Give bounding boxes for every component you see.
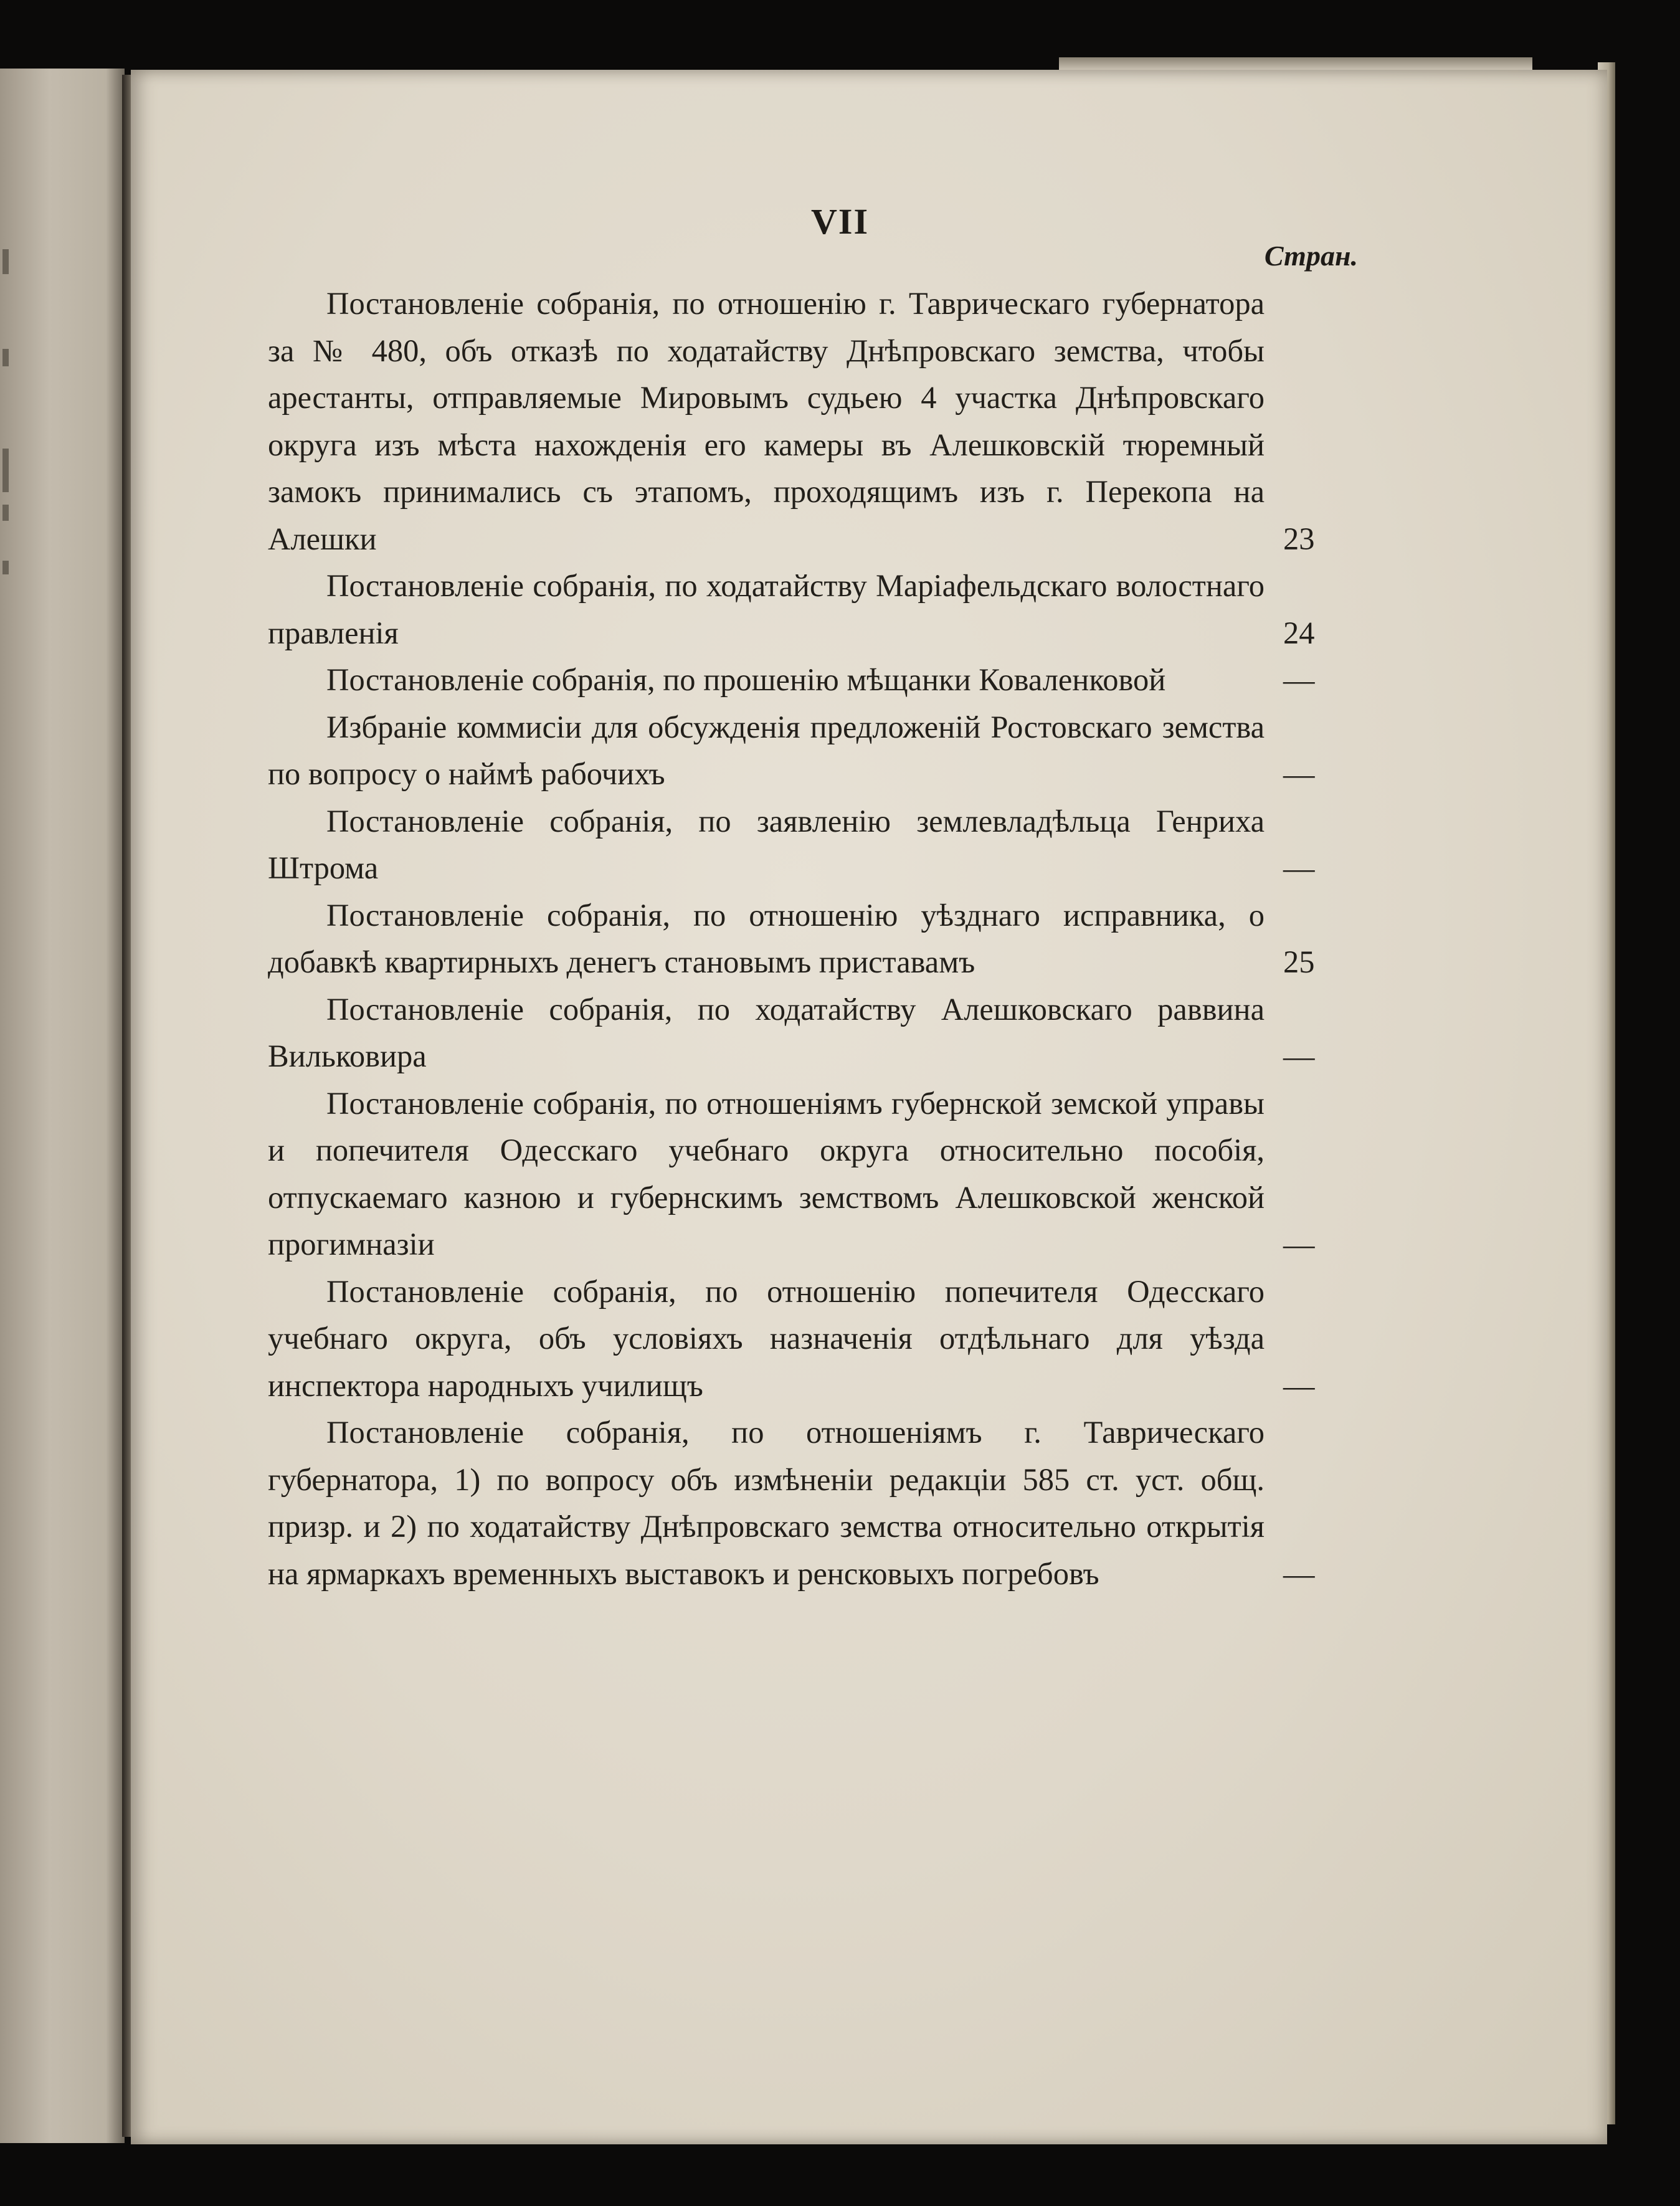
toc-entry-page: 25 bbox=[1283, 944, 1315, 979]
toc-entry-title: Постановленіе собранія, по ходатайству Алешковскаго раввина Вильковира bbox=[268, 991, 1265, 1073]
toc-entry-title: Постановленіе собранія, по отношенію уѣзднаго исправника, о добавкѣ квартирныхъ денегъ становымъ приставамъ bbox=[268, 897, 1265, 979]
toc-entry bbox=[268, 798, 1315, 892]
toc-entry bbox=[268, 1080, 1315, 1268]
facing-page-edge bbox=[0, 69, 125, 2143]
toc-entry-title: Постановленіе собранія, по отношеніямъ губернской земской управы и попечителя Одесскаго учебнаго округа относительно пособія, отпускаемаго казною и губернскимъ земствомъ Алешковской женской прогимназіи bbox=[268, 1085, 1265, 1262]
toc-entry-title: Избраніе коммисіи для обсужденія предложеній Ростовскаго земства по вопросу о наймѣ рабочихъ bbox=[268, 709, 1265, 791]
toc-entry-page: — bbox=[1283, 1227, 1315, 1262]
page-column-label: Стран. bbox=[1264, 240, 1358, 272]
toc-entry bbox=[268, 704, 1315, 798]
toc-entry bbox=[268, 1268, 1315, 1410]
page-number-header: VII bbox=[810, 201, 870, 242]
toc-entry-title: Постановленіе собранія, по отношеніямъ г. Таврическаго губернатора, 1) по вопросу объ измѣненіи редакціи 585 ст. уст. общ. призр. и 2) по ходатайству Днѣпровскаго земства относительно открытія на ярмаркахъ временныхъ выставокъ и ренсковыхъ погребовъ bbox=[268, 1415, 1265, 1591]
toc-entry bbox=[268, 563, 1315, 657]
toc-entry-page: — bbox=[1283, 662, 1315, 697]
page-top-edge bbox=[1059, 57, 1532, 71]
toc-entry-title: Постановленіе собранія, по ходатайству Маріафельдскаго волостнаго правленія bbox=[268, 568, 1265, 650]
toc-entry-title: Постановленіе собранія, по заявленію землевладѣльца Генриха Штрома bbox=[268, 803, 1265, 885]
toc-entry-page: 24 bbox=[1283, 615, 1315, 650]
toc-entry-page: — bbox=[1283, 1039, 1315, 1073]
toc-entry-page: — bbox=[1283, 756, 1315, 791]
toc-entry bbox=[268, 280, 1315, 563]
toc-entry bbox=[268, 986, 1315, 1080]
toc-entry-page: — bbox=[1283, 1367, 1315, 1403]
toc-entry-page: 23 bbox=[1283, 521, 1315, 556]
toc-entry bbox=[268, 1409, 1315, 1597]
table-of-contents bbox=[268, 280, 1370, 1597]
toc-entry-page: — bbox=[1283, 850, 1315, 885]
toc-entry-page: — bbox=[1283, 1556, 1315, 1591]
toc-entry-title: Постановленіе собранія, по отношенію г. Таврическаго губернатора за № 480, объ отказѣ по ходатайству Днѣпровскаго земства, чтобы арестанты, отправляемые Мировымъ судьею 4 участка Днѣпровскаго округа изъ мѣста нахожденія его камеры въ Алешковскій тюремный замокъ принимались съ этапомъ, проходящимъ изъ г. Перекопа на Алешки bbox=[268, 286, 1265, 556]
toc-entry-title: Постановленіе собранія, по отношенію попечителя Одесскаго учебнаго округа, объ условіяхъ назначенія отдѣльнаго для уѣзда инспектора народныхъ училищъ bbox=[268, 1273, 1265, 1403]
toc-entry bbox=[268, 657, 1315, 704]
toc-entry bbox=[268, 892, 1315, 986]
toc-entry-title: Постановленіе собранія, по прошенію мѣщанки Коваленковой bbox=[326, 662, 1166, 697]
